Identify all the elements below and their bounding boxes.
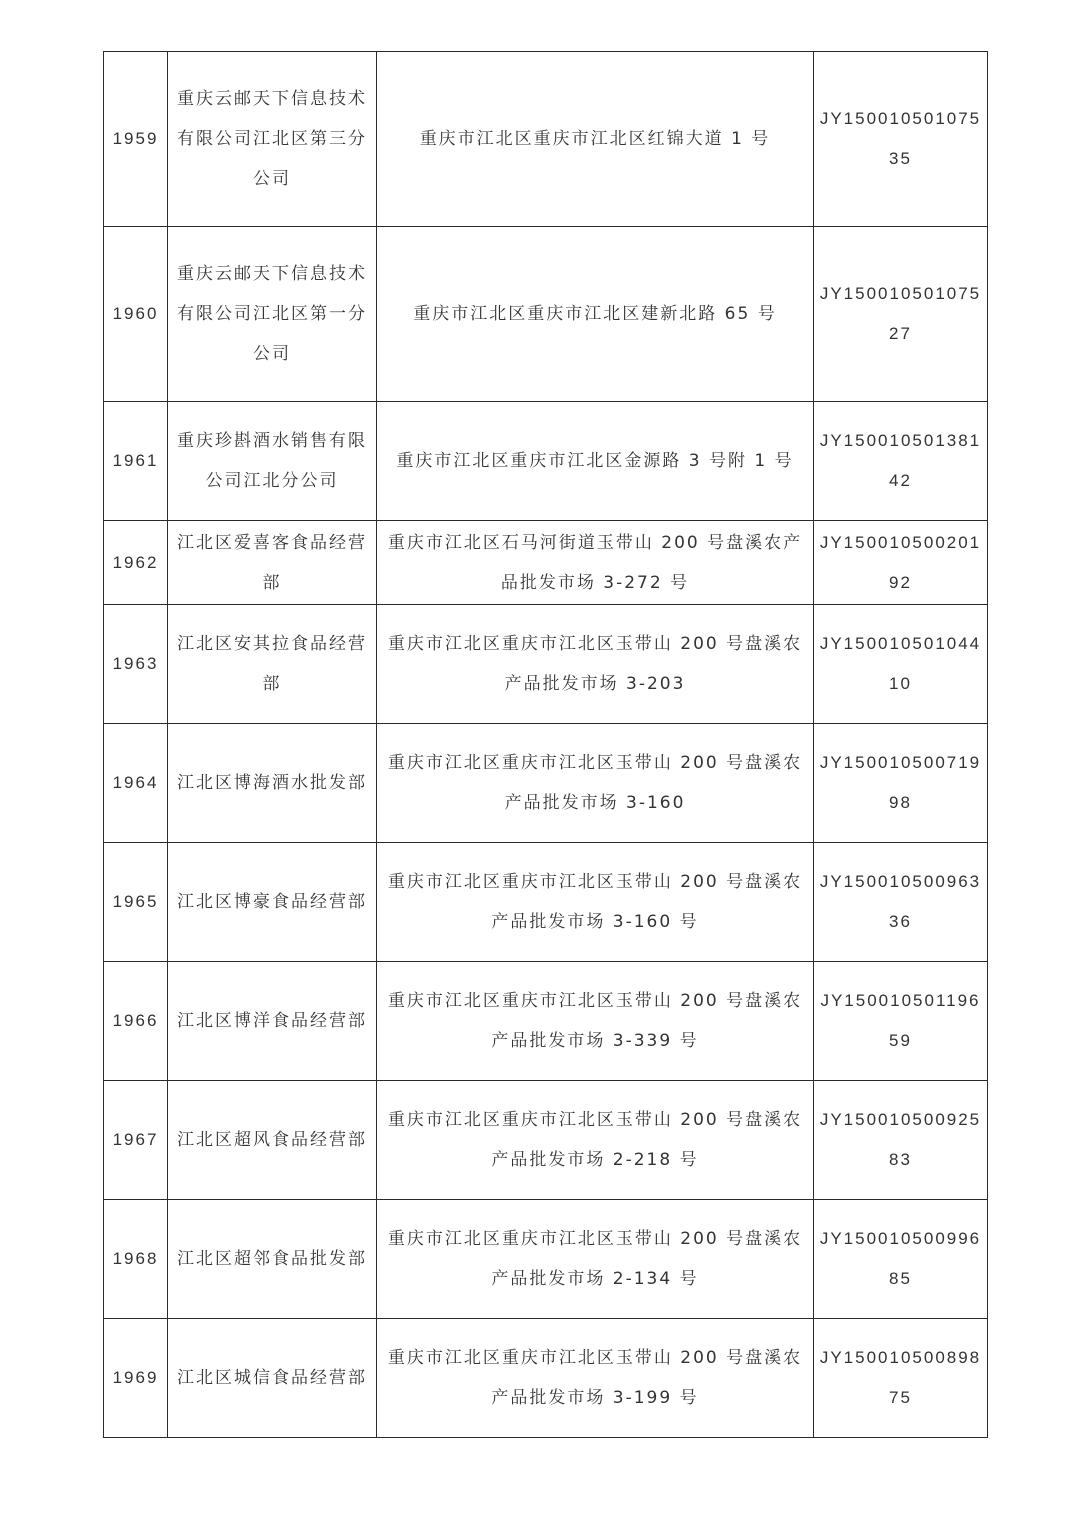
business-name: 江北区爱喜客食品经营部	[168, 521, 377, 605]
row-number: 1961	[104, 402, 168, 521]
row-number: 1964	[104, 724, 168, 843]
license-number: JY15001050020192	[814, 521, 988, 605]
row-number: 1960	[104, 227, 168, 402]
business-name: 江北区超邻食品批发部	[168, 1200, 377, 1319]
table-row	[104, 605, 988, 724]
table-row	[104, 521, 988, 605]
row-number: 1968	[104, 1200, 168, 1319]
business-address: 重庆市江北区重庆市江北区金源路 3 号附 1 号	[377, 402, 814, 521]
table-row	[104, 227, 988, 402]
license-number: JY15001050092583	[814, 1081, 988, 1200]
business-name: 江北区博豪食品经营部	[168, 843, 377, 962]
business-address: 重庆市江北区石马河街道玉带山 200 号盘溪农产品批发市场 3-272 号	[377, 521, 814, 605]
business-name: 江北区超风食品经营部	[168, 1081, 377, 1200]
row-number: 1967	[104, 1081, 168, 1200]
business-name: 江北区城信食品经营部	[168, 1319, 377, 1438]
license-number: JY15001050107527	[814, 227, 988, 402]
row-number: 1966	[104, 962, 168, 1081]
business-name: 重庆云邮天下信息技术有限公司江北区第三分公司	[168, 52, 377, 227]
row-number: 1965	[104, 843, 168, 962]
row-number: 1969	[104, 1319, 168, 1438]
business-address: 重庆市江北区重庆市江北区玉带山 200 号盘溪农产品批发市场 3-199 号	[377, 1319, 814, 1438]
business-name: 江北区博海酒水批发部	[168, 724, 377, 843]
license-number: JY15001050107535	[814, 52, 988, 227]
table-row	[104, 724, 988, 843]
license-number: JY15001050104410	[814, 605, 988, 724]
license-number: JY15001050071998	[814, 724, 988, 843]
table-row	[104, 1319, 988, 1438]
table-row	[104, 1200, 988, 1319]
table-row	[104, 1081, 988, 1200]
business-address: 重庆市江北区重庆市江北区红锦大道 1 号	[377, 52, 814, 227]
table-row	[104, 52, 988, 227]
business-address: 重庆市江北区重庆市江北区玉带山 200 号盘溪农产品批发市场 3-203	[377, 605, 814, 724]
table-row	[104, 402, 988, 521]
license-number: JY15001050119659	[814, 962, 988, 1081]
business-name: 江北区安其拉食品经营部	[168, 605, 377, 724]
registry-table	[103, 51, 988, 1438]
license-number: JY15001050089875	[814, 1319, 988, 1438]
business-name: 江北区博洋食品经营部	[168, 962, 377, 1081]
row-number: 1963	[104, 605, 168, 724]
row-number: 1962	[104, 521, 168, 605]
business-address: 重庆市江北区重庆市江北区玉带山 200 号盘溪农产品批发市场 3-160	[377, 724, 814, 843]
license-number: JY15001050099685	[814, 1200, 988, 1319]
business-address: 重庆市江北区重庆市江北区玉带山 200 号盘溪农产品批发市场 2-218 号	[377, 1081, 814, 1200]
table-row	[104, 962, 988, 1081]
business-address: 重庆市江北区重庆市江北区玉带山 200 号盘溪农产品批发市场 2-134 号	[377, 1200, 814, 1319]
business-address: 重庆市江北区重庆市江北区玉带山 200 号盘溪农产品批发市场 3-339 号	[377, 962, 814, 1081]
business-name: 重庆云邮天下信息技术有限公司江北区第一分公司	[168, 227, 377, 402]
table-row	[104, 843, 988, 962]
row-number: 1959	[104, 52, 168, 227]
license-number: JY15001050138142	[814, 402, 988, 521]
business-name: 重庆珍斟酒水销售有限公司江北分公司	[168, 402, 377, 521]
license-number: JY15001050096336	[814, 843, 988, 962]
business-address: 重庆市江北区重庆市江北区建新北路 65 号	[377, 227, 814, 402]
business-address: 重庆市江北区重庆市江北区玉带山 200 号盘溪农产品批发市场 3-160 号	[377, 843, 814, 962]
